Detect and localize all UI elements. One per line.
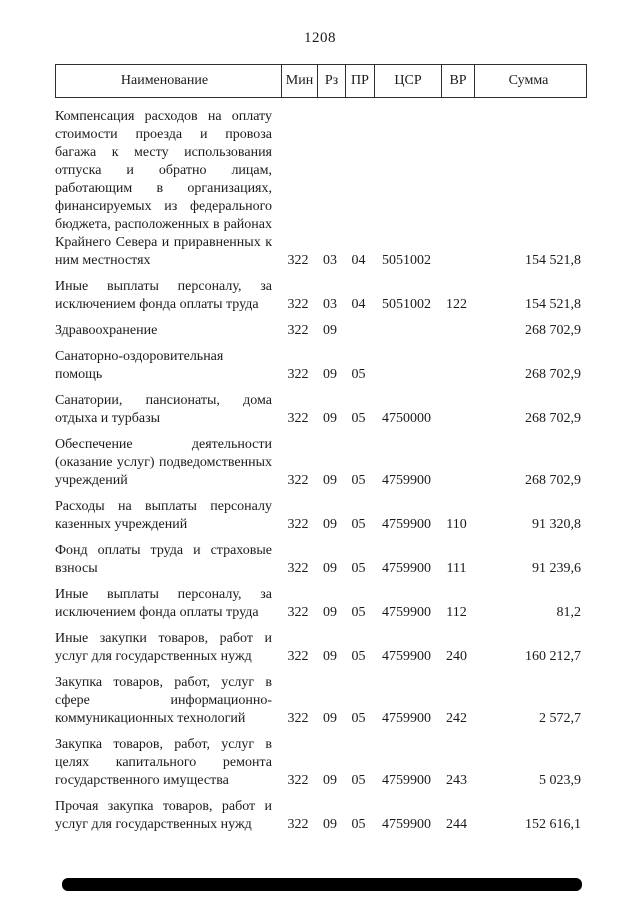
table-body bbox=[55, 98, 587, 838]
cell-name: Прочая закупка товаров, работ и услуг для государственных нужд bbox=[55, 799, 272, 832]
table-row bbox=[55, 670, 587, 732]
cell-sum: 152 616,1 bbox=[525, 817, 581, 832]
cell-pr: 05 bbox=[351, 561, 366, 576]
cell-pr: 04 bbox=[351, 297, 366, 312]
cell-pr: 05 bbox=[351, 773, 366, 788]
cell-sum: 268 702,9 bbox=[525, 473, 581, 488]
cell-csr: 4750000 bbox=[382, 411, 431, 426]
cell-pr: 05 bbox=[351, 649, 366, 664]
cell-csr: 4759900 bbox=[382, 605, 431, 620]
table-row bbox=[55, 318, 587, 344]
cell-rz: 03 bbox=[323, 253, 337, 268]
cell-name: Иные выплаты персоналу, за исключением фонда оплаты труда bbox=[55, 587, 272, 620]
cell-min: 322 bbox=[287, 297, 309, 312]
cell-vr: 244 bbox=[446, 817, 467, 832]
page-number: 1208 bbox=[304, 30, 336, 46]
table-row bbox=[55, 344, 587, 388]
header-name: Наименование bbox=[120, 73, 209, 88]
cell-rz: 09 bbox=[323, 367, 337, 382]
cell-vr: 112 bbox=[446, 605, 467, 620]
cell-min: 322 bbox=[287, 367, 309, 382]
cell-csr: 4759900 bbox=[382, 649, 431, 664]
header-pr: ПР bbox=[345, 65, 374, 97]
cell-rz: 03 bbox=[323, 297, 337, 312]
cell-name: Санатории, пансионаты, дома отдыха и турбазы bbox=[55, 393, 272, 426]
header-rz: Рз bbox=[317, 65, 345, 97]
cell-csr: 5051002 bbox=[382, 297, 431, 312]
header-csr: ЦСР bbox=[374, 65, 441, 97]
cell-rz: 09 bbox=[323, 561, 337, 576]
cell-pr: 05 bbox=[351, 367, 366, 382]
cell-min: 322 bbox=[287, 517, 309, 532]
cell-rz: 09 bbox=[323, 323, 337, 338]
table-row bbox=[55, 388, 587, 432]
cell-name: Обеспечение деятельности (оказание услуг) подведомственных учреждений bbox=[55, 437, 272, 488]
cell-name: Иные закупки товаров, работ и услуг для государственных нужд bbox=[55, 631, 272, 664]
cell-vr: 240 bbox=[446, 649, 467, 664]
cell-csr: 5051002 bbox=[382, 253, 431, 268]
cell-min: 322 bbox=[287, 773, 309, 788]
cell-csr: 4759900 bbox=[382, 817, 431, 832]
cell-name: Компенсация расходов на оплату стоимости проезда и провоза багажа к месту использования отпуска и обратно лицам, работающим в организациях, финансируемых из федерального бюджета, расположенных в районах Крайнего Севера и приравненных к ним местностях bbox=[55, 109, 272, 268]
header-min: Мин bbox=[281, 65, 317, 97]
cell-vr: 111 bbox=[446, 561, 467, 576]
table-row bbox=[55, 274, 587, 318]
cell-pr: 05 bbox=[351, 711, 366, 726]
cell-sum: 81,2 bbox=[556, 605, 581, 620]
cell-name: Здравоохранение bbox=[55, 323, 158, 338]
cell-name: Иные выплаты персоналу, за исключением фонда оплаты труда bbox=[55, 279, 272, 312]
cell-min: 322 bbox=[287, 817, 309, 832]
cell-min: 322 bbox=[287, 649, 309, 664]
cell-rz: 09 bbox=[323, 411, 337, 426]
cell-rz: 09 bbox=[323, 711, 337, 726]
cell-rz: 09 bbox=[323, 517, 337, 532]
cell-csr: 4759900 bbox=[382, 773, 431, 788]
cell-name: Закупка товаров, работ, услуг в сфере информационно-коммуникационных технологий bbox=[55, 675, 272, 726]
cell-csr: 4759900 bbox=[382, 473, 431, 488]
cell-sum: 91 320,8 bbox=[532, 517, 581, 532]
cell-pr: 05 bbox=[351, 517, 366, 532]
cell-rz: 09 bbox=[323, 473, 337, 488]
cell-name: Расходы на выплаты персоналу казенных учреждений bbox=[55, 499, 272, 532]
cell-rz: 09 bbox=[323, 817, 337, 832]
scan-artifact-bar bbox=[62, 878, 582, 891]
table-row bbox=[55, 732, 587, 794]
cell-rz: 09 bbox=[323, 605, 337, 620]
cell-pr: 04 bbox=[351, 253, 366, 268]
table-row bbox=[55, 794, 587, 838]
cell-min: 322 bbox=[287, 253, 309, 268]
cell-sum: 268 702,9 bbox=[525, 323, 581, 338]
cell-min: 322 bbox=[287, 561, 309, 576]
header-sum: Сумма bbox=[474, 65, 586, 97]
cell-pr: 05 bbox=[351, 473, 366, 488]
cell-vr: 243 bbox=[446, 773, 467, 788]
cell-sum: 154 521,8 bbox=[525, 253, 581, 268]
cell-pr: 05 bbox=[351, 817, 366, 832]
table-row bbox=[55, 626, 587, 670]
cell-sum: 5 023,9 bbox=[539, 773, 581, 788]
cell-sum: 160 212,7 bbox=[525, 649, 581, 664]
cell-vr: 122 bbox=[446, 297, 467, 312]
cell-min: 322 bbox=[287, 411, 309, 426]
cell-vr: 110 bbox=[446, 517, 467, 532]
cell-min: 322 bbox=[287, 323, 309, 338]
cell-vr: 242 bbox=[446, 711, 467, 726]
cell-min: 322 bbox=[287, 473, 309, 488]
table-row bbox=[55, 582, 587, 626]
budget-table bbox=[55, 64, 587, 838]
cell-name: Санаторно-оздоровительная помощь bbox=[55, 349, 224, 382]
table-row bbox=[55, 432, 587, 494]
cell-csr: 4759900 bbox=[382, 711, 431, 726]
cell-csr: 4759900 bbox=[382, 517, 431, 532]
cell-min: 322 bbox=[287, 711, 309, 726]
cell-name: Фонд оплаты труда и страховые взносы bbox=[55, 543, 272, 576]
table-row bbox=[55, 538, 587, 582]
cell-sum: 268 702,9 bbox=[525, 367, 581, 382]
table-row bbox=[55, 494, 587, 538]
cell-sum: 91 239,6 bbox=[532, 561, 581, 576]
cell-pr: 05 bbox=[351, 411, 366, 426]
cell-min: 322 bbox=[287, 605, 309, 620]
cell-pr: 05 bbox=[351, 605, 366, 620]
cell-sum: 2 572,7 bbox=[539, 711, 581, 726]
cell-sum: 268 702,9 bbox=[525, 411, 581, 426]
cell-rz: 09 bbox=[323, 649, 337, 664]
cell-name: Закупка товаров, работ, услуг в целях капитального ремонта государственного имущества bbox=[55, 737, 272, 788]
cell-csr: 4759900 bbox=[382, 561, 431, 576]
cell-rz: 09 bbox=[323, 773, 337, 788]
cell-sum: 154 521,8 bbox=[525, 297, 581, 312]
table-header-row bbox=[55, 64, 587, 98]
header-vr: ВР bbox=[441, 65, 474, 97]
table-row bbox=[55, 104, 587, 274]
